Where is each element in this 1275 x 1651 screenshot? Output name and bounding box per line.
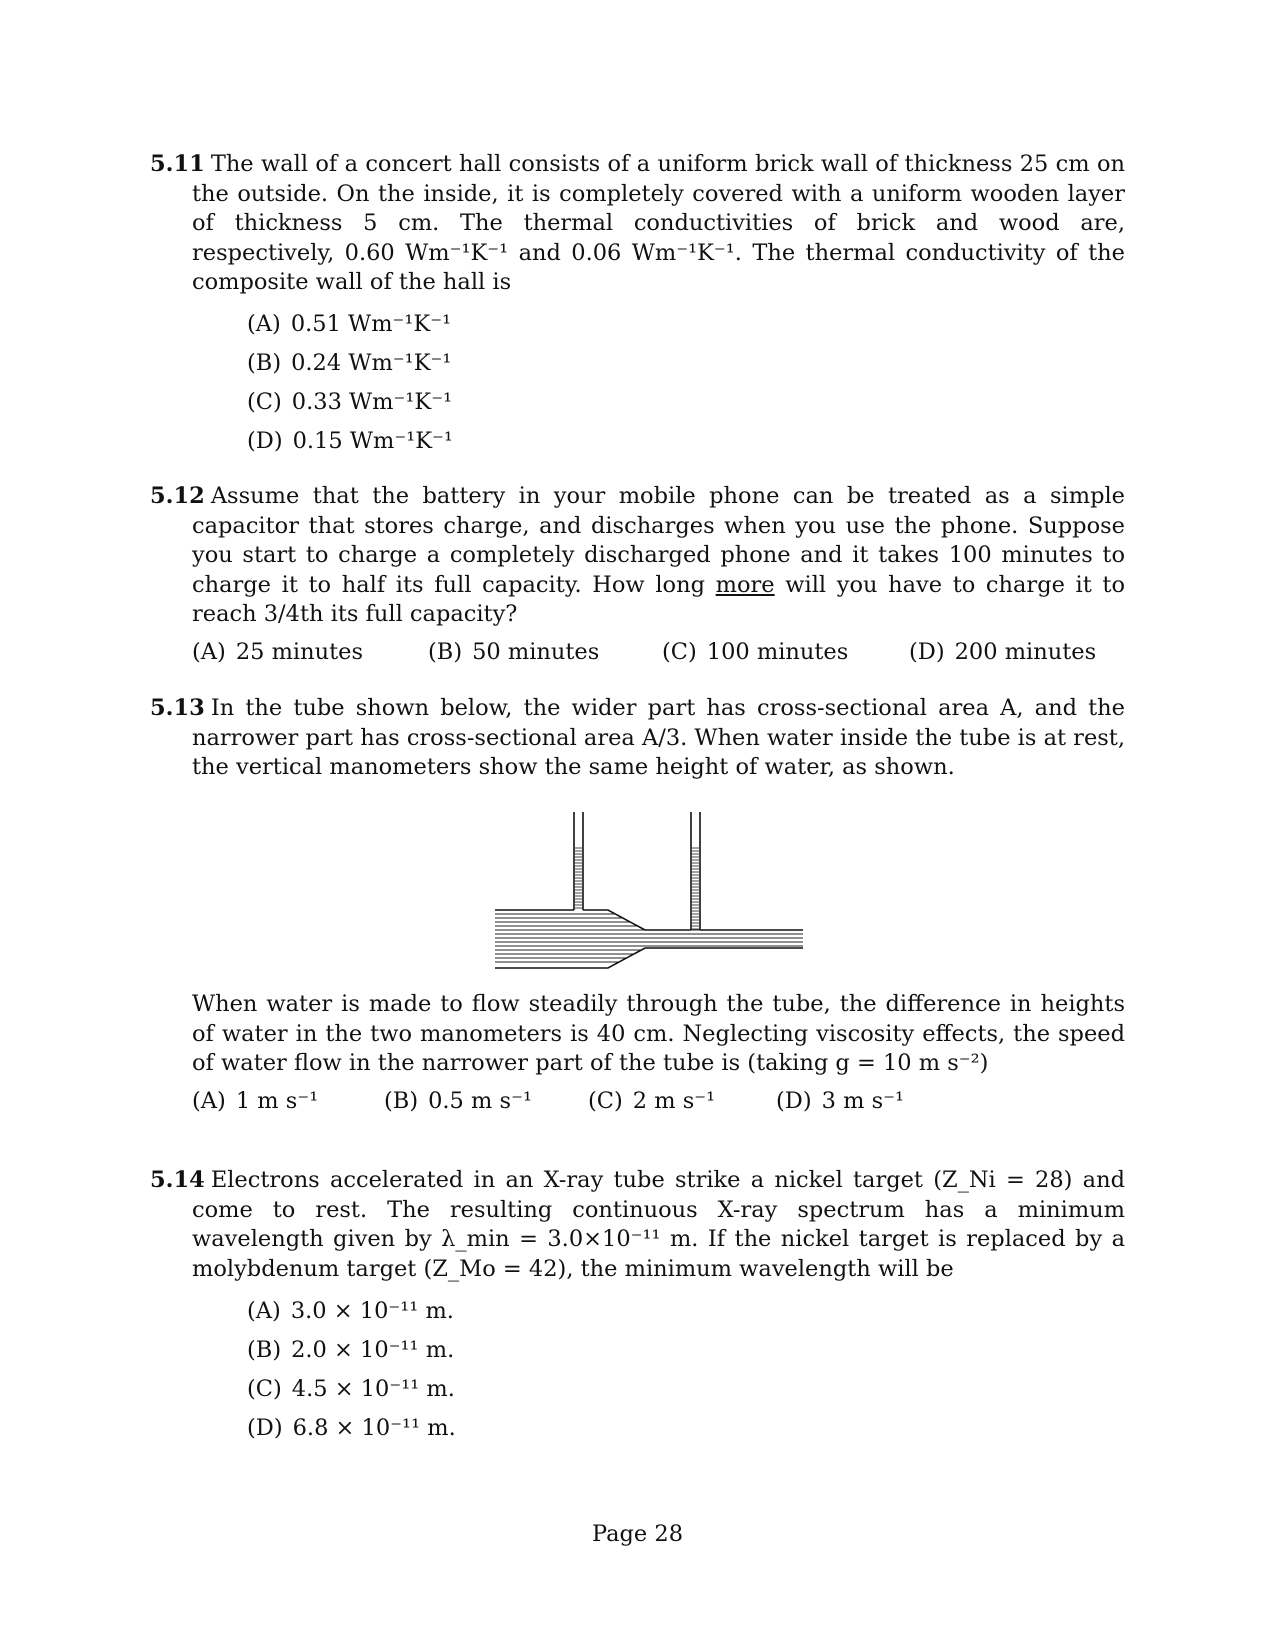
question-5-11 xyxy=(150,150,1125,462)
question-number: 5.13 xyxy=(150,695,205,721)
option-b: (B) 0.24 Wm⁻¹K⁻¹ xyxy=(247,350,452,377)
question-number: 5.11 xyxy=(150,151,205,177)
options-row xyxy=(192,638,1125,670)
option-c: (C) 0.33 Wm⁻¹K⁻¹ xyxy=(247,389,453,416)
question-body-end: will you have to charge it to reach 3/4th its full capacity? xyxy=(192,571,1126,627)
question-5-13 xyxy=(150,694,1125,783)
option-d: (D) 200 minutes xyxy=(909,638,1097,665)
underlined-word: more xyxy=(715,571,775,598)
option-b: (B) 0.5 m s⁻¹ xyxy=(384,1087,532,1114)
question-5-14 xyxy=(150,1166,1125,1448)
option-a: (A) 3.0 × 10⁻¹¹ m. xyxy=(247,1297,454,1324)
option-d: (D) 6.8 × 10⁻¹¹ m. xyxy=(247,1414,456,1441)
question-body: Assume that the battery in your mobile phone can be treated as a simple capacitor that stores charge, and discharges when you use the phone. Suppose you start to charge a completely discharged phone and it takes 100 minutes to charge it to half its full capacity. How long xyxy=(192,483,1125,598)
question-body: The wall of a concert hall consists of a uniform brick wall of thickness 25 cm on the outside. On the inside, it is completely covered with a uniform wooden layer of thickness 5 cm. The thermal conductivities of brick and wood are, respectively, 0.60 Wm⁻¹K⁻¹ and 0.06 Wm⁻¹K⁻¹. The thermal conductivity of the composite wall of the hall is xyxy=(192,151,1125,295)
tube-manometer-diagram xyxy=(490,808,820,973)
question-5-13-text xyxy=(150,694,1125,783)
option-c: (C) 4.5 × 10⁻¹¹ m. xyxy=(247,1375,455,1402)
option-a: (A) 0.51 Wm⁻¹K⁻¹ xyxy=(247,311,452,338)
page-number: Page 28 xyxy=(591,1521,684,1547)
question-body: In the tube shown below, the wider part has cross-sectional area A, and the narrower part has cross-sectional area A/3. When water inside the tube is at rest, the vertical manometers show the same height of water, as shown. xyxy=(192,695,1125,780)
question-5-12 xyxy=(150,482,1125,670)
question-5-14-text xyxy=(150,1166,1125,1284)
option-b: (B) 50 minutes xyxy=(428,638,600,665)
option-d: (D) 0.15 Wm⁻¹K⁻¹ xyxy=(247,428,453,455)
question-5-13-text2: When water is made to flow steadily through the tube, the difference in heights of water in the two manometers is 40 cm. Neglecting viscosity effects, the speed of water flow in the narrower part of the tube is (taking g = 10 m s⁻²) xyxy=(192,991,1125,1076)
question-body: Electrons accelerated in an X-ray tube strike a nickel target (Z_Ni = 28) and come to rest. The resulting continuous X-ray spectrum has a minimum wavelength given by λ_min = 3.0×10⁻¹¹ m. If the nickel target is replaced by a molybdenum target (Z_Mo = 42), the minimum wavelength will be xyxy=(192,1167,1125,1282)
option-c: (C) 100 minutes xyxy=(662,638,849,665)
options-list xyxy=(247,1292,1125,1448)
manometer-water xyxy=(575,848,699,929)
option-c: (C) 2 m s⁻¹ xyxy=(588,1087,716,1114)
options-list xyxy=(247,306,1125,462)
question-number: 5.14 xyxy=(150,1167,205,1193)
option-a: (A) 25 minutes xyxy=(192,638,364,665)
option-a: (A) 1 m s⁻¹ xyxy=(192,1087,319,1114)
question-number: 5.12 xyxy=(150,483,205,509)
question-5-12-text xyxy=(150,482,1125,630)
options-row xyxy=(192,1087,1125,1119)
option-d: (D) 3 m s⁻¹ xyxy=(776,1087,905,1114)
option-b: (B) 2.0 × 10⁻¹¹ m. xyxy=(247,1336,455,1363)
question-5-13-continued xyxy=(150,990,1125,1119)
water-hatching xyxy=(495,914,803,962)
question-5-11-text xyxy=(150,150,1125,298)
tube-outline xyxy=(495,812,803,968)
